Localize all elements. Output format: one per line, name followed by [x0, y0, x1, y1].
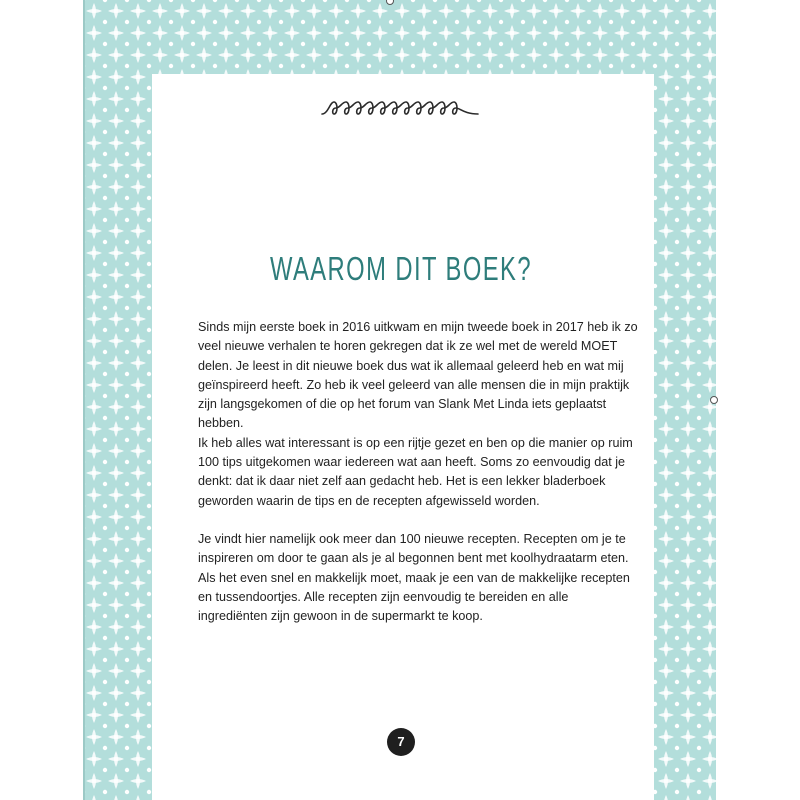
paragraph-recipes: Je vindt hier namelijk ook meer dan 100 nieuwe recepten. Recepten om je te inspireren om door te gaan als je al begonnen bent met koolhydraatarm eten.: [198, 531, 629, 566]
binding-hole-right: [710, 396, 718, 404]
squiggle-loops-ornament: [320, 96, 480, 122]
page-spine: [83, 0, 85, 800]
page-title: WAAROM DIT BOEK?: [269, 250, 532, 287]
paragraph-tips: Ik heb alles wat interessant is op een rijtje gezet en ben op die manier op ruim 100 tips uitgekomen waar iedereen wat aan heeft. Soms zo eenvoudig dat je denkt: dat ik daar niet zelf aan gedacht heb. Het is een lekker bladerboek geworden waarin de tips en de recepten afgewisseld worden.: [198, 435, 633, 508]
paragraph-easy: Als het even snel en makkelijk moet, maak je een van de makkelijke recepten en tussendoortjes. Alle recepten zijn eenvoudig te bereiden en alle ingrediënten zijn gewoon in de supermarkt te koop.: [198, 570, 630, 624]
page-number-badge: 7: [387, 728, 415, 756]
body-text: [198, 318, 638, 626]
paragraph-intro: Sinds mijn eerste boek in 2016 uitkwam en mijn tweede boek in 2017 heb ik zo veel nieuwe verhalen te horen gekregen dat ik ze wel met de wereld MOET delen. Je leest in dit nieuwe boek dus wat ik allemaal geleerd heb en wat mij geïnspireerd heeft. Zo heb ik veel geleerd van alle mensen die in mijn praktijk zijn langsgekomen of die op het forum van Slank Met Linda iets geplaatst hebben.: [198, 320, 638, 431]
